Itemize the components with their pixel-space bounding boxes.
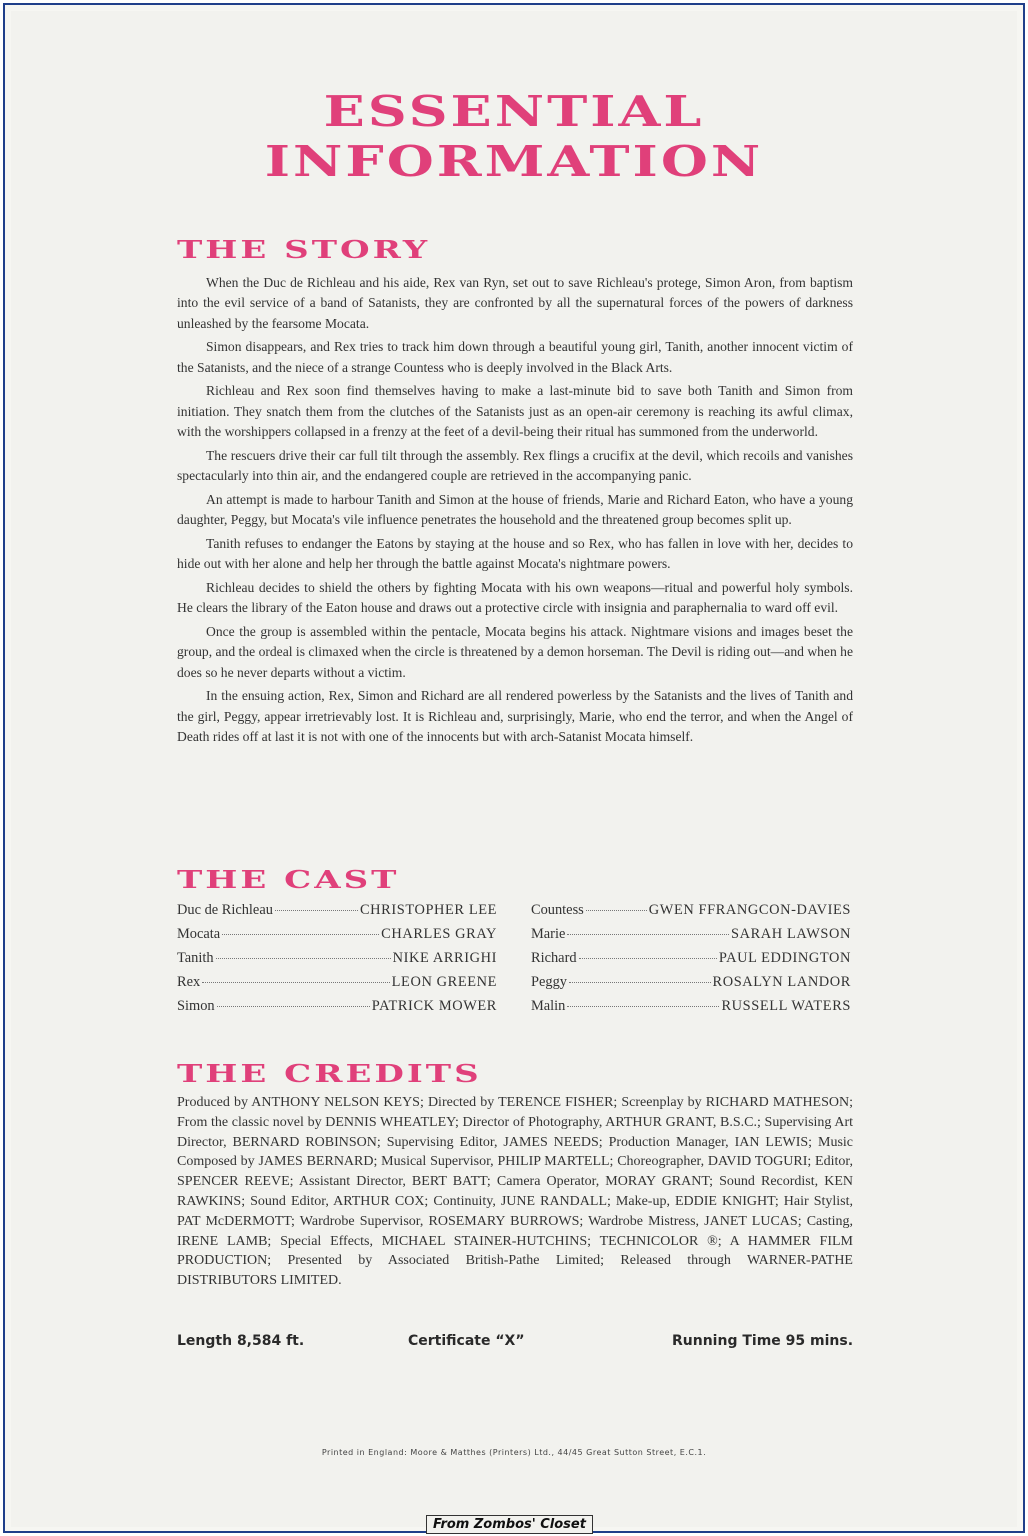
cast-actor: CHARLES GRAY — [381, 926, 497, 942]
printer-imprint: Printed in England: Moore & Matthes (Printers) Ltd., 44/45 Great Sutton Street, E.C.1. — [321, 1448, 707, 1457]
cast-list-left — [177, 902, 497, 1022]
cast-actor: NIKE ARRIGHI — [392, 950, 497, 966]
cast-actor: PAUL EDDINGTON — [718, 950, 851, 966]
cast-actor: SARAH LAWSON — [731, 926, 851, 942]
story-paragraph: Simon disappears, and Rex tries to track him down through a beautiful young girl, Tanith, another innocent victim of the Satanists, and the niece of a strange Countess who is deeply involved in the Black Arts. — [177, 339, 853, 375]
cast-actor: LEON GREENE — [391, 974, 497, 990]
leader-dots — [586, 910, 647, 911]
leader-dots — [222, 934, 379, 935]
credits-heading: THE CREDITS — [177, 1059, 482, 1089]
story-paragraph: Richleau and Rex soon find themselves having to make a last-minute bid to save both Tanith and Simon from initiation. They snatch them from the clutches of the Satanists just as an open-air ceremony is reaching its awful climax, with the worshippers collapsed in a frenzy at the feet of a devil-being their ritual has summoned from the underworld. — [177, 383, 853, 440]
story-text — [177, 273, 853, 751]
leader-dots — [217, 1006, 370, 1007]
cast-role: Tanith — [177, 950, 214, 966]
cast-row — [531, 974, 851, 998]
story-paragraph: Richleau decides to shield the others by fighting Mocata with his own weapons—ritual and powerful holy symbols. He clears the library of the Eaton house and draws out a protective circle with insignia and paraphernalia to ward off evil. — [177, 579, 853, 616]
cast-actor: PATRICK MOWER — [371, 998, 497, 1014]
cast-role: Countess — [531, 902, 584, 918]
leader-dots — [567, 1006, 719, 1007]
story-paragraph: Tanith refuses to endanger the Eatons by staying at the house and so Rex, who has fallen in love with her, decides to hide out with her alone and help her through the battle against Mocata's nightmare powers. — [177, 535, 853, 572]
cast-row — [177, 950, 497, 974]
leader-dots — [567, 934, 729, 935]
cast-role: Mocata — [177, 926, 221, 942]
cast-role: Rex — [177, 974, 201, 990]
running-time: Running Time 95 mins. — [672, 1333, 854, 1349]
pressbook-page — [11, 11, 1017, 1527]
cast-role: Peggy — [531, 974, 567, 990]
cast-row — [177, 998, 497, 1022]
cast-role: Simon — [177, 998, 215, 1014]
cast-row — [531, 950, 851, 974]
story-paragraph: The rescuers drive their car full tilt through the assembly. Rex flings a crucifix at the devil, which recoils and vanishes spectacularly into thin air, and the endangered couple are retrieved in the accompanying panic. — [177, 447, 853, 484]
main-title-line1: ESSENTIAL — [323, 86, 705, 136]
story-paragraph: Once the group is assembled within the pentacle, Mocata begins his attack. Nightmare visions and images beset the group, and the ordeal is climaxed when the circle is threatened by a demon horseman. The Devil is riding out—and when he does so he never departs without a victim. — [177, 623, 853, 680]
source-watermark: From Zombos' Closet — [426, 1515, 593, 1534]
cast-actor: ROSALYN LANDOR — [712, 974, 851, 990]
cast-actor: RUSSELL WATERS — [721, 998, 851, 1014]
leader-dots — [202, 982, 389, 983]
cast-actor: CHRISTOPHER LEE — [359, 902, 497, 918]
story-heading: THE STORY — [177, 235, 431, 265]
film-length: Length 8,584 ft. — [177, 1333, 305, 1349]
story-paragraph: An attempt is made to harbour Tanith and Simon at the house of friends, Marie and Richard Eaton, who have a young daughter, Peggy, but Mocata's vile influence penetrates the household and the threatened group becomes split up. — [177, 491, 853, 528]
cast-row — [177, 926, 497, 950]
cast-list-right — [531, 902, 851, 1022]
story-paragraph: In the ensuing action, Rex, Simon and Richard are all rendered powerless by the Satanists and the lives of Tanith and the girl, Peggy, appear irretrievably lost. It is Richleau and, surprisingly, Marie, who end the terror, and when the Angel of Death rides off at last it is not with one of the innocents but with arch-Satanist Mocata himself. — [177, 688, 853, 745]
main-title-line2: INFORMATION — [264, 136, 764, 186]
cast-actor: GWEN FFRANGCON-DAVIES — [648, 902, 851, 918]
film-certificate: Certificate “X” — [408, 1333, 525, 1349]
cast-row — [177, 902, 497, 926]
cast-row — [531, 902, 851, 926]
cast-role: Richard — [531, 950, 577, 966]
page-frame — [3, 3, 1025, 1533]
cast-role: Duc de Richleau — [177, 902, 273, 918]
leader-dots — [579, 958, 717, 959]
story-paragraph: When the Duc de Richleau and his aide, Rex van Ryn, set out to save Richleau's protege, Simon Aron, from baptism into the evil service of a band of Satanists, they are confronted by all the supernatural forces of the powers of darkness unleashed by the fearsome Mocata. — [177, 275, 853, 331]
cast-heading: THE CAST — [177, 865, 400, 895]
leader-dots — [216, 958, 391, 959]
leader-dots — [275, 910, 358, 911]
leader-dots — [569, 982, 711, 983]
cast-row — [177, 974, 497, 998]
cast-role: Marie — [531, 926, 566, 942]
cast-role: Malin — [531, 998, 566, 1014]
cast-row — [531, 926, 851, 950]
credits-text: Produced by ANTHONY NELSON KEYS; Directed by TERENCE FISHER; Screenplay by RICHARD MATHESON; From the classic novel by DENNIS WHEATLEY; Director of Photography, ARTHUR GRANT, B.S.C.; Supervising Art Director, BERNARD ROBINSON; Supervising Editor, JAMES NEEDS; Production Manager, IAN LEWIS; Music Composed by JAMES BERNARD; Musical Supervisor, PHILIP MARTELL; Choreographer, DAVID TOGURI; Editor, SPENCER REEVE; Assistant Director, BERT BATT; Camera Operator, MORAY GRANT; Sound Recordist, KEN RAWKINS; Sound Editor, ARTHUR COX; Continuity, JUNE RANDALL; Make-up, EDDIE KNIGHT; Hair Stylist, PAT McDERMOTT; Wardrobe Supervisor, ROSEMARY BURROWS; Wardrobe Mistress, JANET LUCAS; Casting, IRENE LAMB; Special Effects, MICHAEL STAINER-HUTCHINS; TECHNICOLOR ®; A HAMMER FILM PRODUCTION; Presented by Associated British-Pathe Limited; Released through WARNER-PATHE DISTRIBUTORS LIMITED. — [177, 1095, 853, 1289]
cast-row — [531, 998, 851, 1022]
